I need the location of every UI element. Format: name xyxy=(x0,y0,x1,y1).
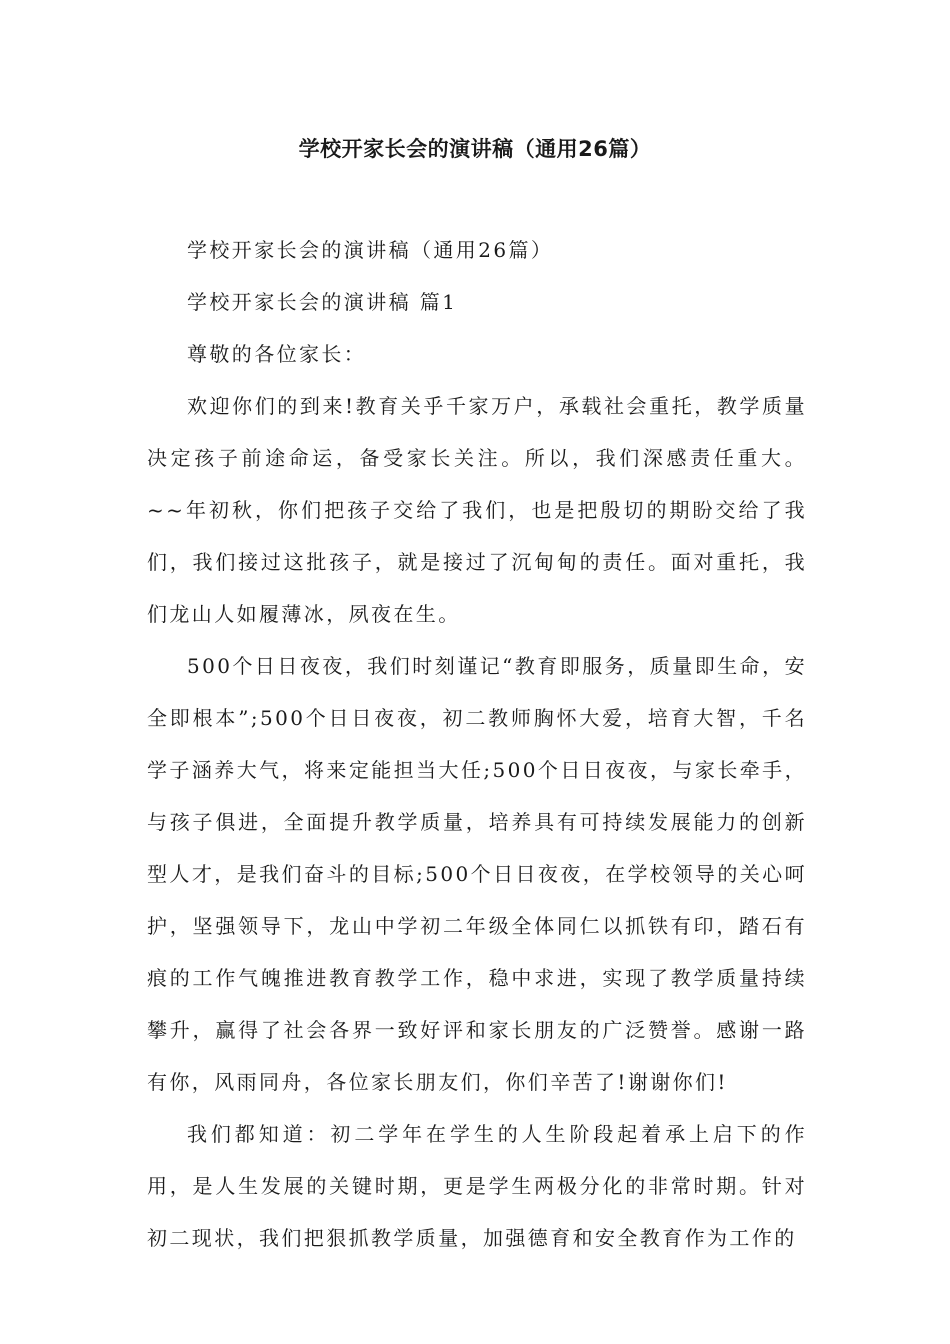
document-title: 学校开家长会的演讲稿（通用26篇） xyxy=(298,137,652,161)
section-heading: 学校开家长会的演讲稿 篇1 xyxy=(187,290,458,314)
body-paragraph: 500个日日夜夜，我们时刻谨记“教育即服务，质量即生命，安全即根本”;500个日日夜夜，初二教师胸怀大爱，培育大智，千名学子涵养大气，将来定能担当大任;500个日日夜夜，与家长牵手，与孩子俱进，全面提升教学质量，培养具有可持续发展能力的创新型人才，是我们奋斗的目标;500个日日夜夜，在学校领导的关心呵护，坚强领导下，龙山中学初二年级全体同仁以抓铁有印，踏石有痕的工作气魄推进教育教学工作，稳中求进，实现了教学质量持续攀升，赢得了社会各界一致好评和家长朋友的广泛赞誉。感谢一路有你，风雨同舟，各位家长朋友们，你们辛苦了!谢谢你们! xyxy=(147,654,807,1094)
salutation: 尊敬的各位家长： xyxy=(187,342,367,366)
document-body xyxy=(147,224,807,1264)
subtitle-paragraph: 学校开家长会的演讲稿（通用26篇） xyxy=(187,238,554,262)
body-paragraph: 我们都知道：初二学年在学生的人生阶段起着承上启下的作用，是人生发展的关键时期，更是学生两极分化的非常时期。针对初二现状，我们把狠抓教学质量，加强德育和安全教育作为工作的 xyxy=(147,1122,807,1250)
body-paragraph: 欢迎你们的到来!教育关乎千家万户，承载社会重托，教学质量决定孩子前途命运，备受家长关注。所以，我们深感责任重大。~~年初秋，你们把孩子交给了我们，也是把殷切的期盼交给了我们，我们接过这批孩子，就是接过了沉甸甸的责任。面对重托，我们龙山人如履薄冰，夙夜在生。 xyxy=(147,394,807,626)
